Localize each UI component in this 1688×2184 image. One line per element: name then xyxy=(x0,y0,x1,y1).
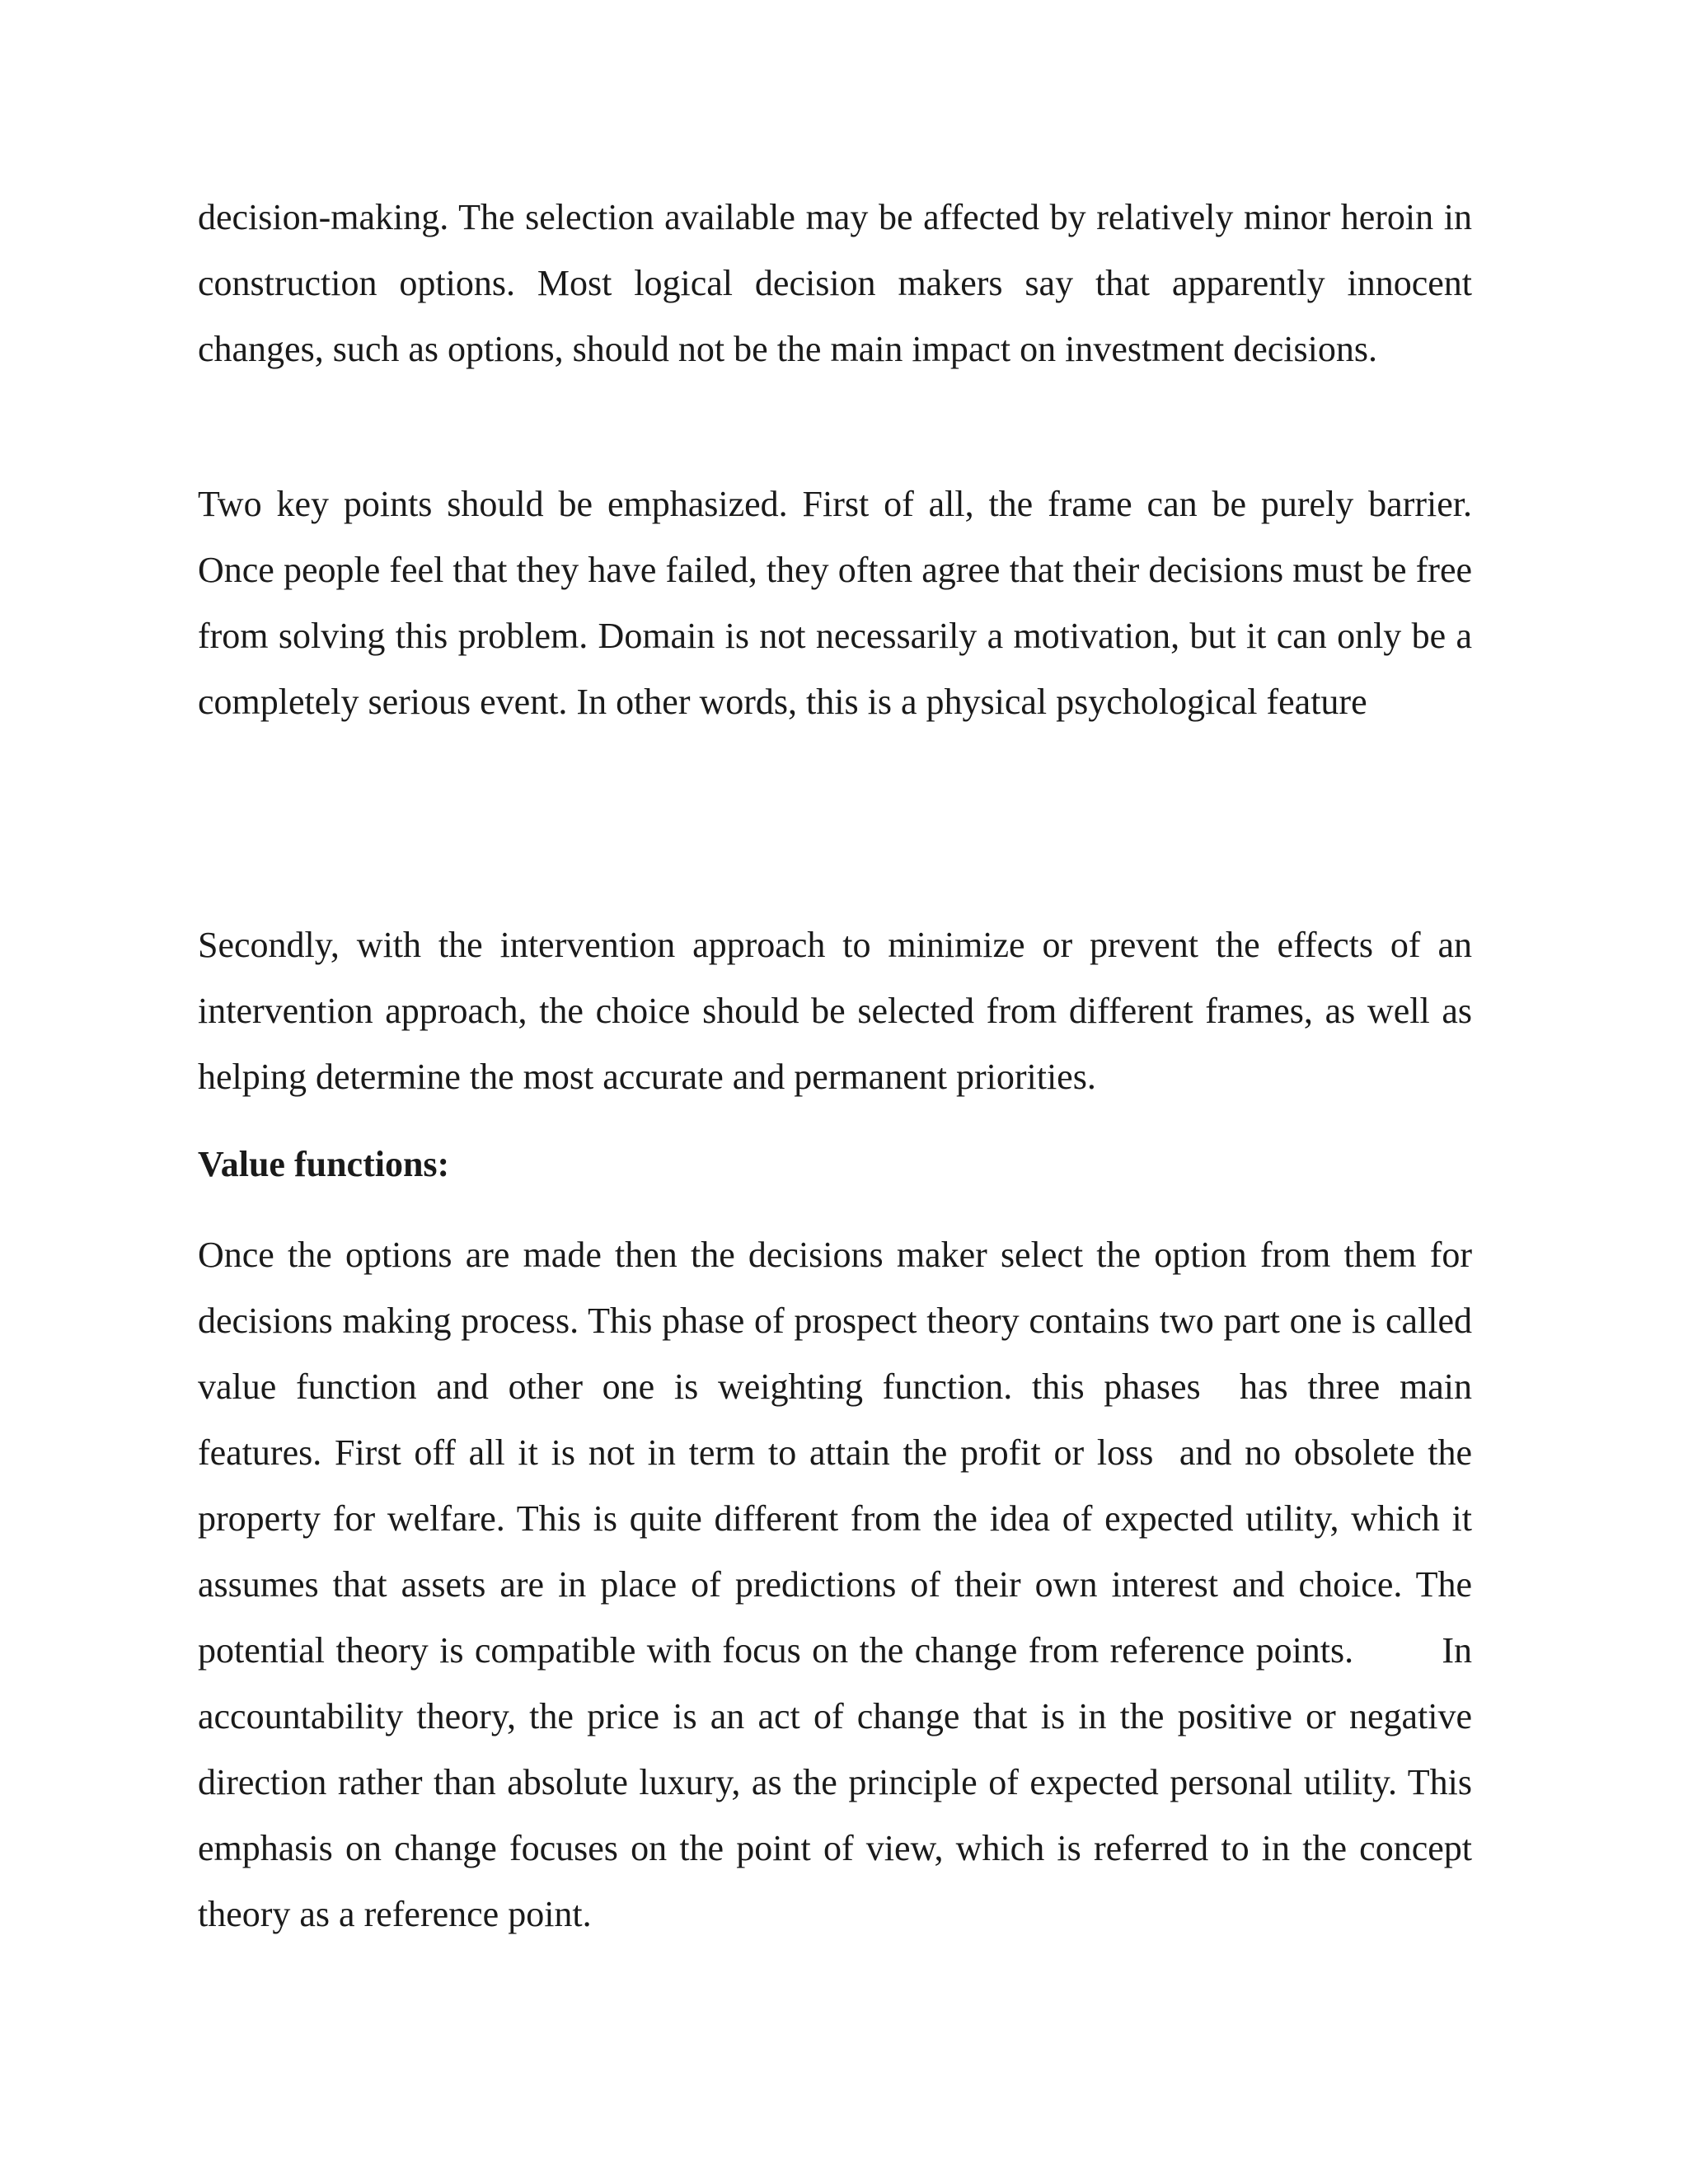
paragraph: Secondly, with the intervention approach to minimize or prevent the effects of an intervention approach, the choice should be selected from different frames, as well as helping determine the most accurate and permanent priorities. xyxy=(198,925,1472,1097)
section-heading: Value functions: xyxy=(198,1144,450,1184)
paragraph: Once the options are made then the decisions maker select the option from them for decisions making process. This phase of prospect theory contains two part one is called value function and other one is weighting function. this phases has three main features. First off all it is not in term to attain the profit or loss and no obsolete the property for welfare. This is quite different from the idea of expected utility, which it assumes that assets are in place of predictions of their own interest and choice. The potential theory is compatible with focus on the change from reference points. In accountability theory, the price is an act of change that is in the positive or negative direction rather than absolute luxury, as the principle of expected personal utility. This emphasis on change focuses on the point of view, which is referred to in the concept theory as a reference point. xyxy=(198,1235,1490,1934)
paragraph: decision-making. The selection available may be affected by relatively minor heroin in construction options. Most logical decision makers say that apparently innocent changes, such as options, should not be the main impact on investment decisions. xyxy=(198,197,1472,369)
paragraph: Two key points should be emphasized. First of all, the frame can be purely barrier. Once people feel that they have failed, they often agree that their decisions must be free from solving this problem. Domain is not necessarily a motivation, but it can only be a completely serious event. In other words, this is a physical psychological feature xyxy=(198,484,1472,722)
